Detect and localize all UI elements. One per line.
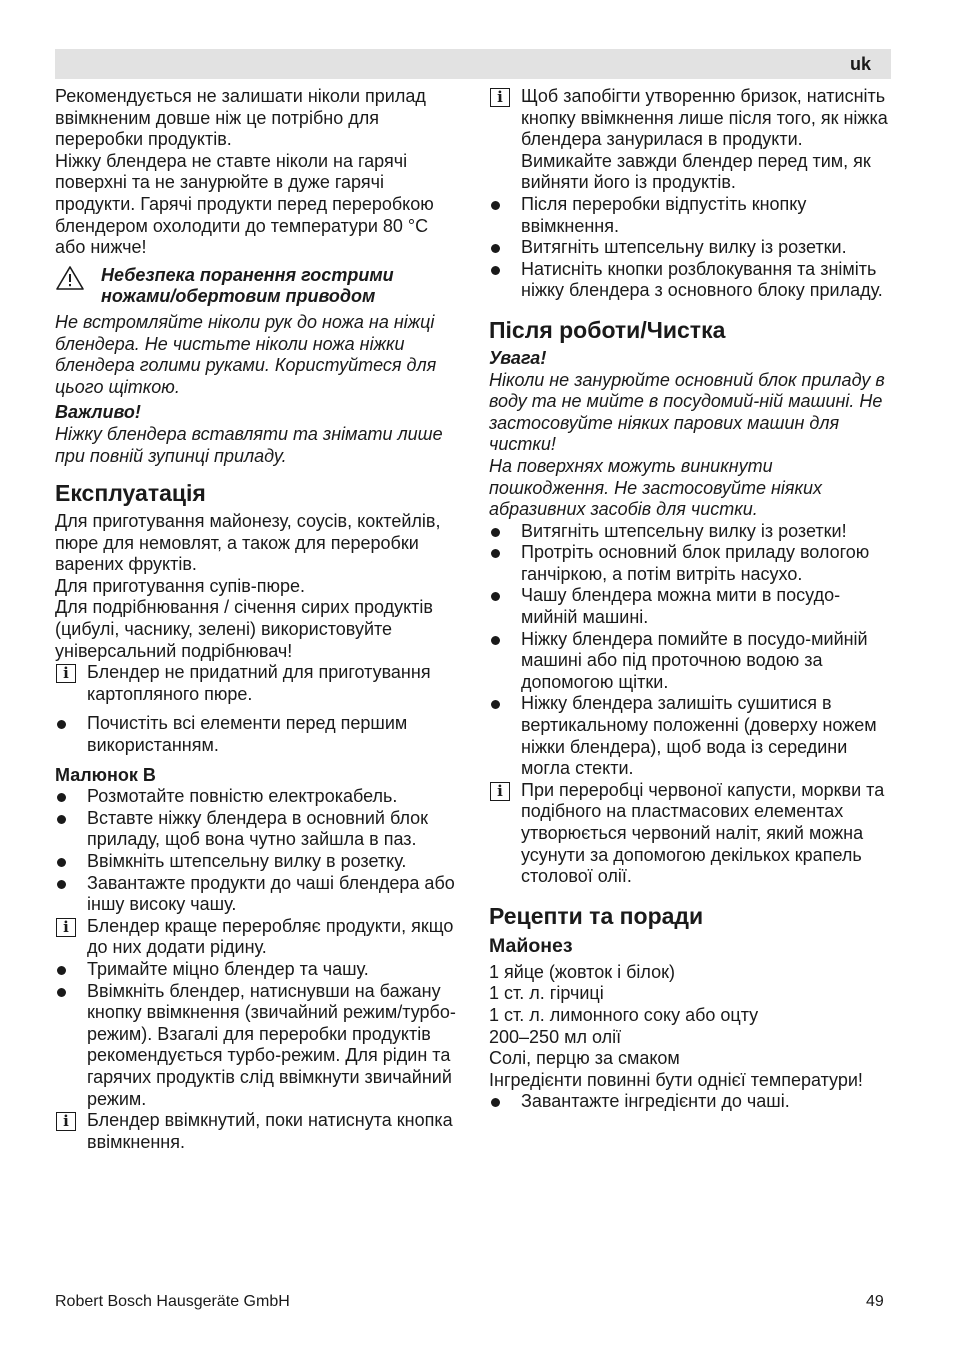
info-note — [55, 662, 460, 705]
bullet-dot-icon — [491, 201, 500, 210]
info-text: Блендер краще переробляє продукти, якщо до них додати рідину. — [87, 915, 454, 958]
bullet-dot-icon — [57, 858, 66, 867]
bullet-item — [489, 1091, 894, 1113]
figure-label: Малюнок B — [55, 764, 156, 785]
language-code: uk — [849, 54, 871, 74]
bullet-dot-icon — [57, 880, 66, 889]
warning-block — [55, 265, 460, 308]
info-text: При переробці червоної капусти, моркви та подібного на пластмасових елементах утворюється червоний наліт, який можна усунути за допомогою декількох крапель столової олії. — [521, 779, 885, 887]
info-note — [489, 86, 894, 194]
bullet-dot-icon — [491, 700, 500, 709]
info-icon: i — [56, 918, 76, 937]
bullet-item — [55, 786, 460, 808]
bullet-dot-icon — [57, 988, 66, 997]
info-note — [55, 1110, 460, 1153]
bullet-dot-icon — [491, 636, 500, 645]
important-text: Ніжку блендера вставляти та знімати лише при повній зупинці приладу. — [55, 423, 443, 466]
bullet-item — [55, 713, 460, 756]
bullet-item — [489, 521, 894, 543]
info-text: Щоб запобігти утворенню бризок, натисніть кнопку ввімкнення лише після того, як ніжка блендера занурилася в продукти. Вимикайте завжди блендер перед тим, як вийняти його із продуктів. — [521, 86, 888, 193]
bullet-dot-icon — [57, 815, 66, 824]
bullet-dot-icon — [57, 966, 66, 975]
bullet-dot-icon — [57, 720, 66, 729]
info-text: Блендер ввімкнутий, поки натиснута кнопка ввімкнення. — [87, 1110, 453, 1152]
right-column — [489, 86, 894, 1113]
section-title-operation: Експлуатація — [55, 480, 206, 507]
bullet-text: Витягніть штепсельну вилку із розетки! — [521, 520, 847, 541]
ingredient-note: Інгредієнти повинні бути однієї температури! — [489, 1069, 863, 1090]
bullet-dot-icon — [491, 528, 500, 537]
intro-paragraph-1: Рекомендується не залишати ніколи прилад ввімкненим довше ніж це потрібно для переробки продуктів. — [55, 86, 426, 150]
ingredient-line: 1 яйце (жовток і білок) — [489, 961, 675, 982]
bullet-item — [489, 237, 894, 259]
bullet-text: Після переробки відпустіть кнопку ввімкнення. — [521, 193, 807, 236]
bullet-item — [489, 629, 894, 694]
warning-text: Не встромляйте ніколи рук до ножа на ніжці блендера. Не чистьте ніколи ножа ніжки блендера голими руками. Користуйтеся для цього щіткою. — [55, 311, 437, 397]
attention-paragraph-1: Ніколи не занурюйте основний блок приладу в воду та не мийте в посудомий-ній машині. Не застосовуйте ніяких парових машин для чистки! — [489, 369, 885, 455]
header-bar — [55, 49, 891, 79]
ingredient-line: 1 ст. л. гірчиці — [489, 983, 604, 1004]
footer-page-number: 49 — [866, 1293, 884, 1310]
bullet-text: Протріть основний блок приладу вологою ганчіркою, а потім витріть насухо. — [521, 542, 870, 584]
bullet-text: Завантажте продукти до чаші блендера або іншу високу чашу. — [87, 872, 455, 915]
bullet-item — [489, 194, 894, 237]
bullet-item — [55, 808, 460, 851]
recipe-title-mayonnaise: Майонез — [489, 934, 573, 957]
warning-triangle-icon — [55, 265, 85, 291]
info-note — [55, 916, 460, 959]
bullet-item — [489, 693, 894, 779]
important-label: Важливо! — [55, 402, 141, 423]
info-icon: i — [56, 664, 76, 683]
ingredient-line: 1 ст. л. лимонного соку або оцту — [489, 1004, 759, 1025]
section-title-recipes: Рецепти та поради — [489, 902, 704, 929]
bullet-item — [489, 585, 894, 628]
operation-paragraph-3: Для подрібнювання / січення сирих продуктів (цибулі, часнику, зелені) використовуйте універсальний подрібнювач! — [55, 597, 433, 661]
bullet-dot-icon — [491, 1098, 500, 1107]
info-note — [489, 780, 894, 888]
bullet-text: Натисніть кнопки розблокування та зніміть ніжку блендера з основного блоку приладу. — [521, 258, 883, 301]
bullet-text: Ніжку блендера залишіть сушитися в вертикальному положенні (доверху ножем ніжки блендера), щоб вода із середини могла стекти. — [521, 693, 877, 779]
operation-paragraph-2: Для приготування супів-пюре. — [55, 575, 306, 596]
footer-company: Robert Bosch Hausgeräte GmbH — [55, 1293, 290, 1310]
bullet-dot-icon — [491, 266, 500, 275]
operation-paragraph-1: Для приготування майонезу, соусів, коктейлів, пюре для немовлят, а також для переробки варених фруктів. — [55, 511, 441, 575]
left-column — [55, 86, 460, 1153]
ingredient-line: 200–250 мл олії — [489, 1026, 622, 1047]
warning-title: Небезпека поранення гострими ножами/обертовим приводом — [101, 264, 394, 307]
bullet-item — [55, 873, 460, 916]
attention-paragraph-2: На поверхнях можуть виникнути пошкодження. Не застосовуйте ніяких абразивних засобів для чистки. — [489, 455, 822, 520]
bullet-item — [489, 542, 894, 585]
bullet-text: Розмотайте повністю електрокабель. — [87, 786, 398, 807]
info-icon: i — [490, 88, 510, 107]
bullet-dot-icon — [491, 592, 500, 601]
bullet-dot-icon — [491, 244, 500, 253]
info-text: Блендер не придатний для приготування картопляного пюре. — [87, 662, 431, 704]
bullet-text: Витягніть штепсельну вилку із розетки. — [521, 237, 847, 258]
bullet-item — [489, 259, 894, 302]
bullet-text: Тримайте міцно блендер та чашу. — [87, 958, 369, 979]
intro-paragraph-2: Ніжку блендера не ставте ніколи на гарячі поверхні та не занурюйте в дуже гарячі продукти. Гарячі продукти перед переробкою блендером охолодити до температури 80 °C або нижче! — [55, 150, 434, 258]
section-title-cleaning: Після роботи/Чистка — [489, 316, 726, 343]
bullet-text: Завантажте інгредієнти до чаші. — [521, 1091, 790, 1112]
bullet-text: Почистіть всі елементи перед першим використанням. — [87, 713, 408, 756]
bullet-dot-icon — [491, 549, 500, 558]
bullet-text: Вставте ніжку блендера в основний блок приладу, щоб вона чутно зайшла в паз. — [87, 807, 429, 850]
bullet-text: Чашу блендера можна мити в посудо-мийній машині. — [521, 585, 841, 628]
info-icon: i — [490, 782, 510, 801]
attention-label: Увага! — [489, 347, 547, 368]
bullet-item — [55, 959, 460, 981]
bullet-item — [55, 981, 460, 1111]
bullet-text: Ніжку блендера помийте в посудо-мийній машині або під проточною водою за допомогою щітки. — [521, 628, 868, 692]
bullet-dot-icon — [57, 793, 66, 802]
bullet-text: Ввімкніть штепсельну вилку в розетку. — [87, 851, 407, 871]
bullet-text: Ввімкніть блендер, натиснувши на бажану кнопку ввімкнення (звичайний режим/турбо-режим). Взагалі для переробки продуктів рекомендується турбо-режим. Для рідин та гарячих продуктів слід ввімкнути звичайний режим. — [87, 980, 456, 1109]
bullet-item — [55, 851, 460, 873]
ingredient-line: Солі, перцю за смаком — [489, 1048, 680, 1069]
info-icon: i — [56, 1112, 76, 1131]
